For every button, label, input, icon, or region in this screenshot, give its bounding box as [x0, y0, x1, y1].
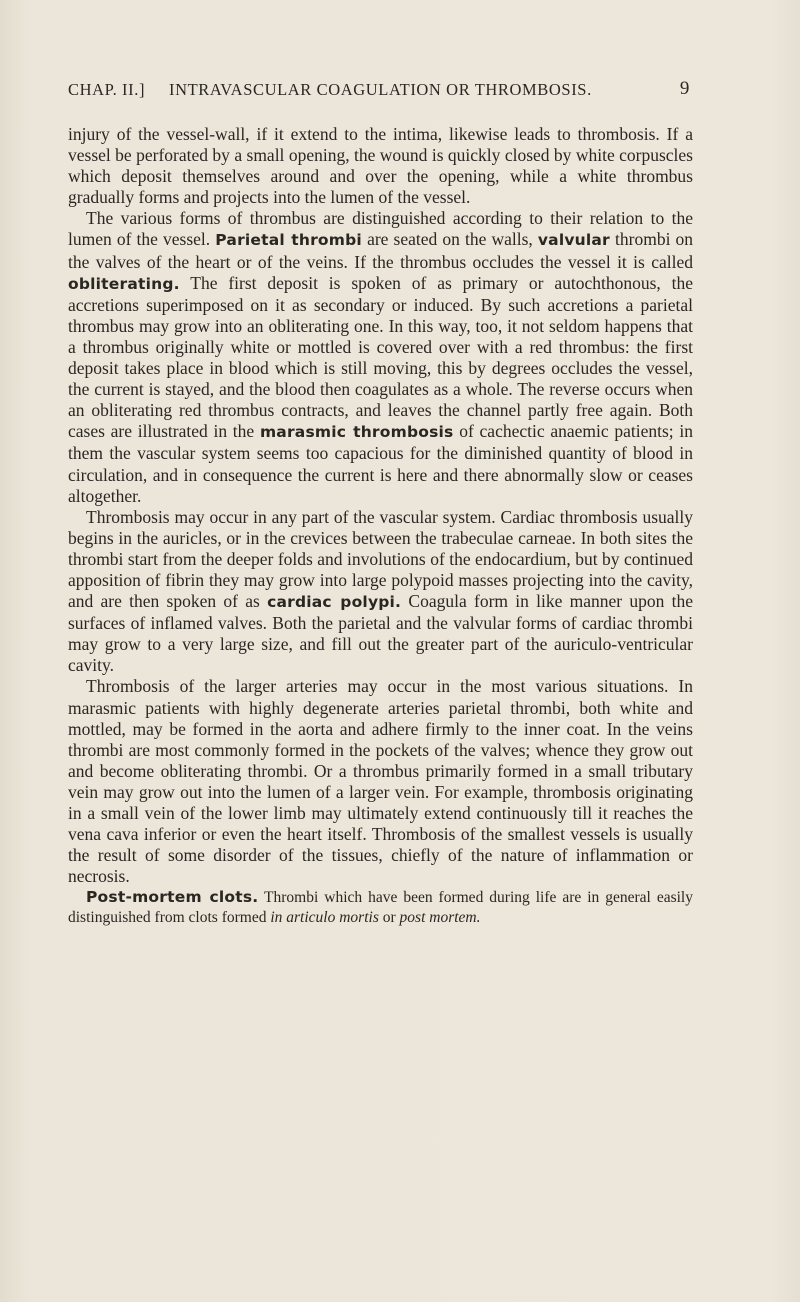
- paragraph-4: [68, 676, 693, 887]
- paragraph-5: [68, 887, 693, 928]
- chapter-title: INTRAVASCULAR COAGULATION OR THROMBOSIS.: [169, 80, 592, 99]
- body-text: [68, 124, 693, 928]
- para2-text-4: The first deposit is spoken of as primary or autochthonous, the accretions superimposed on it as secondary or induced. By such accretions a parietal thrombus may grow into an obliterating one. In this way, too, it not seldom happens that a thrombus originally white or mottled is covered over with a red thrombus: the first deposit takes place in blood which is still moving, this by degrees occludes the vessel, the current is stayed, and the blood then coagulates as a whole. The reverse occurs when an obliterating red thrombus contracts, and leaves the channel partly free again. Both cases are illustrated in the: [68, 272, 693, 442]
- para5-text-1: Thrombi which have been formed during life are in general easily distinguished from clots formed: [68, 889, 693, 927]
- para5-italic-1: in articulo mortis: [270, 909, 379, 927]
- paragraph-3: [68, 507, 693, 677]
- term-obliterating: obliterating.: [68, 274, 180, 293]
- para5-italic-2: post mortem.: [399, 909, 481, 927]
- term-post-mortem-clots: Post-mortem clots.: [86, 888, 259, 907]
- paragraph-4-text: Thrombosis of the larger arteries may occur in the most various situations. In marasmic patients with highly degenerate arteries parietal thrombi, both white and mottled, may be formed in the aorta and adhere firmly to the inner coat. In the veins thrombi are most commonly formed in the pockets of the valves; whence they grow out and become obliterating thrombi. Or a thrombus primarily formed in a small tributary vein may grow out into the lumen of a larger vein. For example, thrombosis originating in a small vein of the lower limb may ultimately extend continuously till it reaches the vena cava inferior or even the heart itself. Thrombosis of the smallest vessels is usually the result of some disorder of the tissues, chiefly of the nature of inflammation or necrosis.: [68, 676, 693, 887]
- paragraph-1: [68, 124, 693, 208]
- para2-text-2: are seated on the walls,: [367, 229, 533, 250]
- term-cardiac-polypi: cardiac polypi.: [267, 593, 402, 612]
- paragraph-1-text: injury of the vessel-wall, if it extend to the intima, likewise leads to thrombosis. If a vessel be perforated by a small opening, the wound is quickly closed by white corpuscles which deposit themselves around and over the opening, while a white thrombus gradually forms and projects into the lumen of the vessel.: [68, 124, 693, 208]
- para2-text-3: thrombi on the valves of the heart or of the veins. If the thrombus occludes the vessel it is called: [68, 229, 694, 272]
- para2-text-5: of cachectic anaemic patients; in them the vascular system seems too capacious for the diminished quantity of blood in circulation, and in consequence the current is here and there abnormally slow or ceases altogether.: [68, 421, 694, 506]
- term-marasmic-thrombosis: marasmic thrombosis: [259, 423, 454, 442]
- para5-text-2: or: [382, 909, 396, 927]
- page-number: 9: [679, 78, 690, 99]
- running-header: [68, 80, 690, 110]
- paragraph-2: [68, 208, 693, 506]
- para2-text-1: The various forms of thrombus are distinguished according to their relation to the lumen of the vessel.: [68, 208, 693, 250]
- para3-text-2: Coagula form in like manner upon the surfaces of inflamed valves. Both the parietal and the valvular forms of cardiac thrombi may grow to a very large size, and fill out the greater part of the auriculo-ventricular cavity.: [68, 591, 694, 676]
- chapter-label: CHAP. II.]: [68, 80, 146, 99]
- term-valvular: valvular: [537, 231, 610, 250]
- para3-text-1: Thrombosis may occur in any part of the vascular system. Cardiac thrombosis usually begins in the auricles, or in the crevices between the trabeculae carneae. In both sites the thrombi start from the deeper folds and involutions of the endocardium, but by continued apposition of fibrin they may grow into large polypoid masses projecting into the cavity, and are then spoken of as: [68, 506, 693, 612]
- term-parietal-thrombi: Parietal thrombi: [215, 231, 362, 250]
